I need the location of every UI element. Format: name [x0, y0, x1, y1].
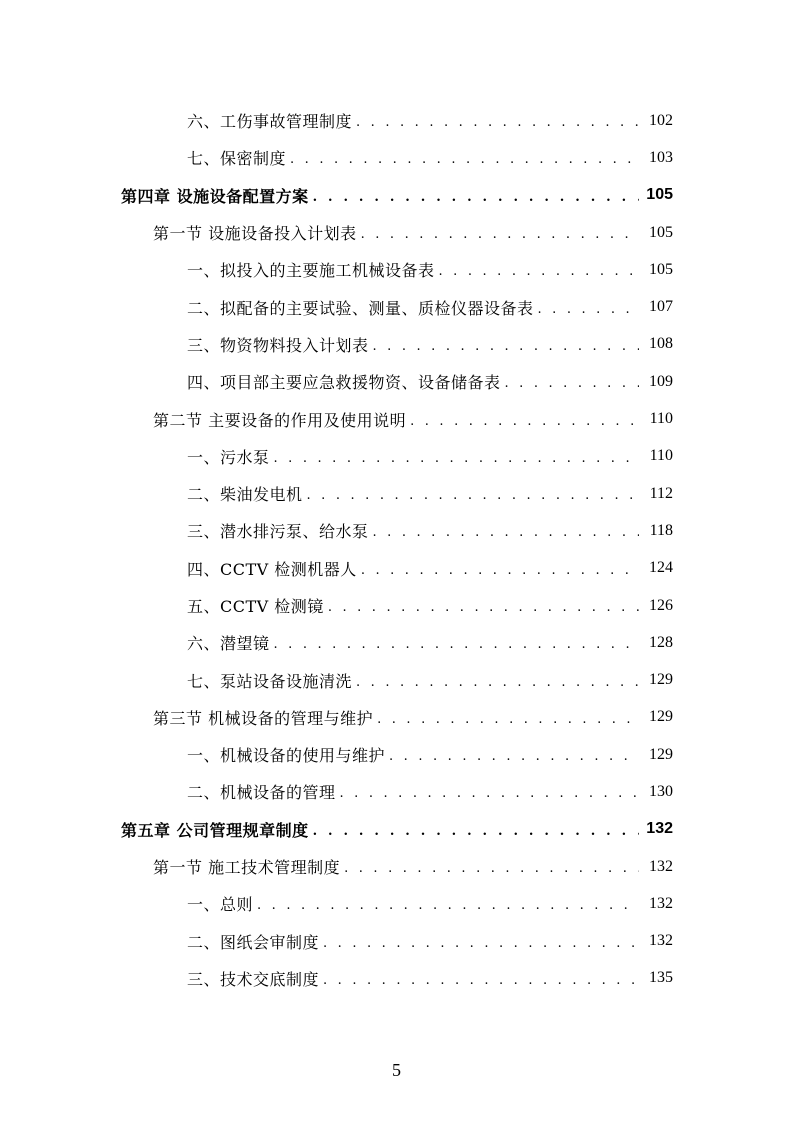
toc-entry-title: 二、机械设备的管理 [187, 783, 336, 803]
toc-entry[interactable] [0, 661, 793, 698]
toc-entry[interactable] [0, 960, 793, 997]
toc-entry-page: 132 [646, 820, 673, 838]
toc-entry-title: 第一节 施工技术管理制度 [153, 858, 341, 878]
dot-leader [356, 672, 639, 689]
toc-entry[interactable] [0, 885, 793, 922]
toc-entry-page: 105 [646, 186, 673, 204]
toc-entry-page: 105 [649, 260, 673, 278]
toc-entry-title: 第三节 机械设备的管理与维护 [153, 708, 374, 728]
dot-leader [274, 634, 639, 651]
dot-leader [410, 411, 639, 428]
toc-entry-title: 一、拟投入的主要施工机械设备表 [187, 261, 435, 281]
toc-entry-title: 一、总则 [187, 895, 254, 915]
dot-leader [313, 187, 639, 204]
toc-entry-title: 第五章 公司管理规章制度 [121, 820, 309, 840]
toc-entry[interactable] [0, 624, 793, 661]
toc-entry-title: 七、保密制度 [187, 149, 287, 169]
toc-entry-page: 129 [649, 671, 673, 689]
dot-leader [290, 149, 639, 166]
toc-chapter-entry[interactable] [0, 811, 793, 848]
dot-leader [313, 821, 639, 838]
dot-leader [344, 858, 639, 875]
dot-leader [323, 933, 639, 950]
toc-entry-title: 二、柴油发电机 [187, 485, 303, 505]
toc-section-entry[interactable] [0, 699, 793, 736]
toc-entry-title: 第四章 设施设备配置方案 [121, 186, 309, 206]
dot-leader [377, 709, 639, 726]
dot-leader [361, 560, 639, 577]
toc-entry-title: 三、潜水排污泵、给水泵 [187, 522, 369, 542]
toc-entry-page: 107 [649, 298, 673, 316]
toc-entry[interactable] [0, 736, 793, 773]
dot-leader [323, 970, 639, 987]
dot-leader [257, 895, 639, 912]
toc-entry-title: 第二节 主要设备的作用及使用说明 [153, 410, 407, 430]
toc-entry-page: 105 [649, 223, 673, 241]
dot-leader [373, 336, 639, 353]
toc-entry[interactable] [0, 102, 793, 139]
toc-entry-page: 130 [649, 782, 673, 800]
toc-entry[interactable] [0, 139, 793, 176]
toc-entry-title: 六、工伤事故管理制度 [187, 112, 353, 132]
dot-leader [373, 522, 639, 539]
dot-leader [274, 448, 639, 465]
dot-leader [340, 783, 639, 800]
dot-leader [328, 597, 639, 614]
dot-leader [505, 373, 639, 390]
toc-entry-title: 二、拟配备的主要试验、测量、质检仪器设备表 [187, 298, 534, 318]
toc-entry-page: 103 [649, 148, 673, 166]
table-of-contents [0, 102, 793, 997]
toc-entry-page: 109 [649, 372, 673, 390]
toc-entry[interactable] [0, 363, 793, 400]
toc-entry[interactable] [0, 251, 793, 288]
toc-section-entry[interactable] [0, 214, 793, 251]
toc-entry-title: 第一节 设施设备投入计划表 [153, 224, 357, 244]
toc-entry-page: 129 [649, 708, 673, 726]
toc-entry-title: 六、潜望镜 [187, 634, 270, 654]
toc-entry[interactable] [0, 475, 793, 512]
toc-entry-page: 126 [649, 596, 673, 614]
toc-entry-page: 108 [649, 335, 673, 353]
toc-entry-page: 110 [649, 410, 673, 428]
toc-chapter-entry[interactable] [0, 177, 793, 214]
dot-leader [389, 746, 639, 763]
toc-entry-title: 四、项目部主要应急救援物资、设备储备表 [187, 373, 501, 393]
toc-entry-page: 110 [649, 447, 673, 465]
toc-entry-title: 七、泵站设备设施清洗 [187, 671, 353, 691]
dot-leader [361, 224, 639, 241]
toc-entry-title: 二、图纸会审制度 [187, 932, 320, 952]
toc-entry-page: 132 [649, 932, 673, 950]
toc-entry-page: 129 [649, 745, 673, 763]
toc-entry[interactable] [0, 512, 793, 549]
dot-leader [307, 485, 639, 502]
dot-leader [356, 112, 639, 129]
toc-entry-title: 四、CCTV 检测机器人 [187, 559, 357, 579]
toc-section-entry[interactable] [0, 400, 793, 437]
toc-entry[interactable] [0, 587, 793, 624]
toc-entry-page: 132 [649, 894, 673, 912]
toc-entry[interactable] [0, 550, 793, 587]
page-number: 5 [392, 1060, 401, 1080]
toc-section-entry[interactable] [0, 848, 793, 885]
toc-entry-page: 124 [649, 559, 673, 577]
toc-entry-page: 132 [649, 857, 673, 875]
toc-entry-title: 一、机械设备的使用与维护 [187, 746, 386, 766]
toc-entry[interactable] [0, 438, 793, 475]
toc-entry[interactable] [0, 288, 793, 325]
toc-entry[interactable] [0, 773, 793, 810]
toc-entry-page: 135 [649, 969, 673, 987]
toc-entry[interactable] [0, 923, 793, 960]
dot-leader [538, 299, 639, 316]
toc-entry-title: 三、物资物料投入计划表 [187, 335, 369, 355]
toc-entry-page: 112 [649, 484, 673, 502]
toc-entry-page: 128 [649, 633, 673, 651]
toc-entry-title: 三、技术交底制度 [187, 969, 320, 989]
toc-entry[interactable] [0, 326, 793, 363]
toc-entry-page: 118 [649, 521, 673, 539]
toc-entry-title: 一、污水泵 [187, 447, 270, 467]
toc-entry-page: 102 [649, 111, 673, 129]
dot-leader [439, 261, 639, 278]
toc-entry-title: 五、CCTV 检测镜 [187, 597, 324, 616]
